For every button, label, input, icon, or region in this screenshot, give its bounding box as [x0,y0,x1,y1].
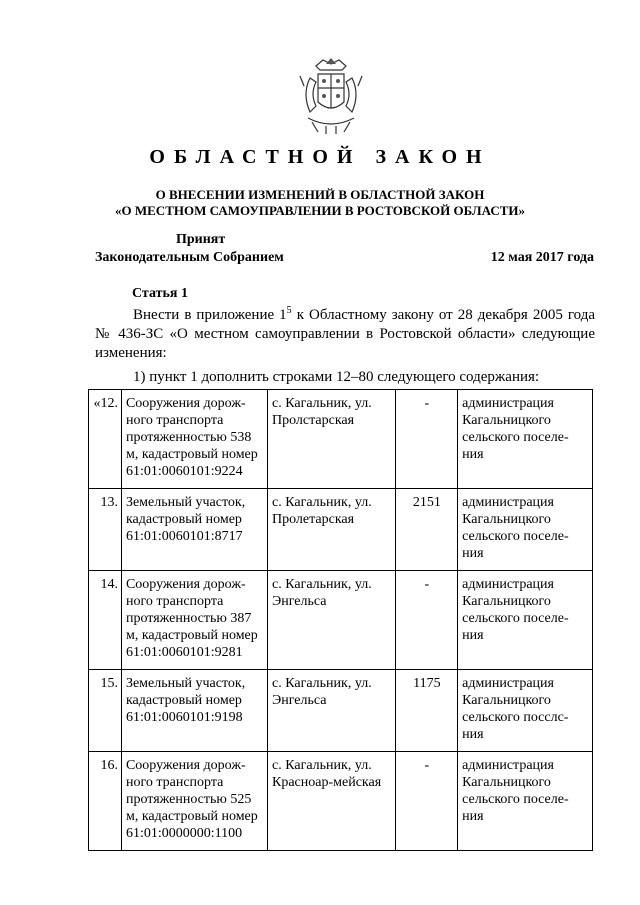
object-address: с. Кагальник, ул. Энгельса [268,571,396,670]
table-row [89,489,593,571]
table-row [89,752,593,851]
para1-superscript: 5 [286,305,292,316]
table-row [89,670,593,752]
recipient-organization: администрация Кагальницкого сельского поселе-ния [458,752,593,851]
row-number: 15. [89,670,122,752]
article-paragraph-2: 1) пункт 1 дополнить строками 12–80 следующего содержания: [133,369,540,385]
object-address: с. Кагальник, ул. Красноар-мейская [268,752,396,851]
object-description: Земельный участок, кадастровый номер 61:01:0060101:9198 [121,670,267,752]
recipient-organization: администрация Кагальницкого сельского поселе-ния [458,489,593,571]
object-description: Сооружения дорож-ного транспорта протяженностью 525 м, кадастровый номер 61:01:0000000:1100 [121,752,267,851]
row-number: 14. [89,571,122,670]
amendment-table [88,389,593,851]
row-number: «12. [89,390,122,489]
table-row [89,390,593,489]
recipient-organization: администрация Кагальницкого сельского посслс-ния [458,670,593,752]
para1-text-b: к Областному закону от 28 декабря 2005 года № 436-ЗС «О местном самоуправлении в Ростовской области» следующие изменения: [95,307,596,361]
adopted-by-label: Законодательным Собранием [95,250,284,265]
object-address: с. Кагальник, ул. Энгельса [268,670,396,752]
row-number: 13. [89,489,122,571]
article-heading: Статья 1 [132,286,188,301]
object-area: 2151 [395,489,458,571]
para1-text-a: Внести в приложение 1 [133,307,287,323]
object-area: - [395,752,458,851]
object-area: - [395,571,458,670]
article-paragraph-1 [95,306,595,363]
recipient-organization: администрация Кагальницкого сельского поселе-ния [458,571,593,670]
adopted-date: 12 мая 2017 года [490,250,594,265]
row-number: 16. [89,752,122,851]
law-subtitle [0,187,640,219]
law-title: ОБЛАСТНОЙ ЗАКОН [149,146,491,168]
object-area: 1175 [395,670,458,752]
object-area: - [395,390,458,489]
subtitle-line-2: «О МЕСТНОМ САМОУПРАВЛЕНИИ В РОСТОВСКОЙ ОБЛАСТИ» [115,203,525,218]
object-description: Земельный участок, кадастровый номер 61:01:0060101:8717 [121,489,267,571]
object-address: с. Кагальник, ул. Пролетарская [268,489,396,571]
table-row [89,571,593,670]
object-description: Сооружения дорож-ного транспорта протяженностью 387 м, кадастровый номер 61:01:0060101:9281 [121,571,267,670]
object-description: Сооружения дорож-ного транспорта протяженностью 538 м, кадастровый номер 61:01:0060101:9224 [121,390,267,489]
recipient-organization: администрация Кагальницкого сельского поселе-ния [458,390,593,489]
coat-of-arms-emblem [296,56,366,136]
adopted-label: Принят [176,232,226,247]
object-address: с. Кагальник, ул. Пролстарская [268,390,396,489]
subtitle-line-1: О ВНЕСЕНИИ ИЗМЕНЕНИЙ В ОБЛАСТНОЙ ЗАКОН [155,187,485,202]
